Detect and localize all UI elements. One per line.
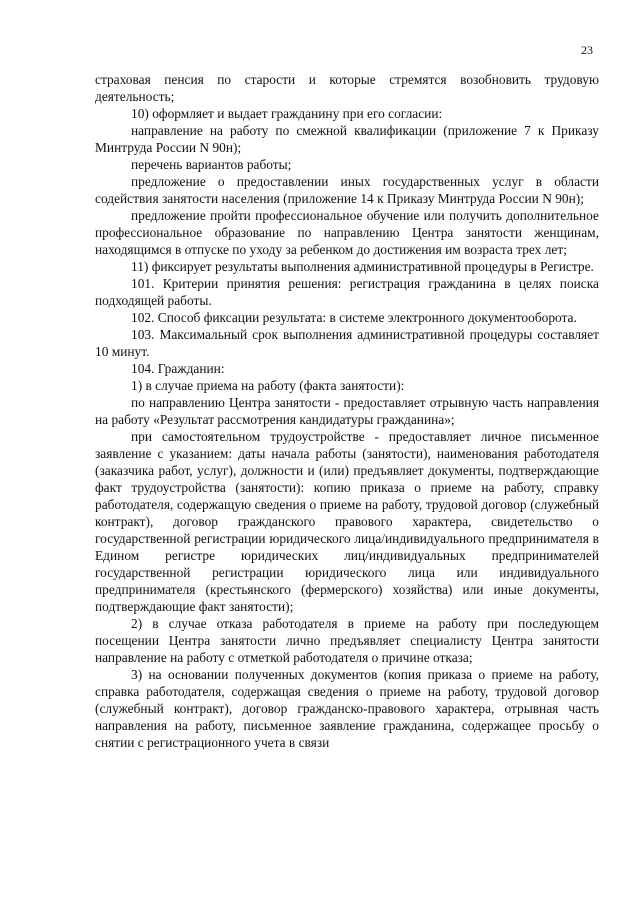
paragraph: 11) фиксирует результаты выполнения административной процедуры в Регистре. — [131, 259, 594, 274]
paragraph: предложение о предоставлении иных государственных услуг в области содействия занятости населения (приложение 14 к Приказу Минтруда России N 90н); — [95, 174, 599, 206]
paragraph: 2) в случае отказа работодателя в приеме на работу при последующем посещении Центра занятости лично предъявляет специалисту Центра занятости направление на работу с отметкой работодателя о причине отказа; — [95, 616, 599, 665]
paragraph: 104. Гражданин: — [131, 361, 225, 376]
paragraph: перечень вариантов работы; — [131, 157, 292, 172]
paragraph: по направлению Центра занятости - предоставляет отрывную часть направления на работу «Результат рассмотрения кандидатуры гражданина»; — [95, 395, 599, 427]
paragraph: 1) в случае приема на работу (факта занятости): — [131, 378, 405, 393]
paragraph: 103. Максимальный срок выполнения административной процедуры составляет 10 минут. — [95, 327, 599, 359]
paragraph: при самостоятельном трудоустройстве - предоставляет личное письменное заявление с указанием: даты начала работы (занятости), наименования работодателя (заказчика работ, услуг), должности и (или) предъявляет документы, подтверждающие факт трудоустройства (занятости): копию приказа о приеме на работу, справку работодателя, содержащую сведения о приеме на работу, трудовой договор (служебный контракт), договор гражданского правового характера, свидетельство о государственной регистрации юридического лица/индивидуального предпринимателя в Едином регистре юридических лиц/индивидуальных предпринимателей государственной регистрации юридического лица или индивидуального предпринимателя (крестьянского (фермерского) хозяйства) или иные документы, подтверждающие факт занятости); — [95, 429, 599, 614]
paragraph: страховая пенсия по старости и которые стремятся возобновить трудовую деятельность; — [95, 72, 599, 104]
page-number: 23 — [581, 43, 593, 57]
paragraph: предложение пройти профессиональное обучение или получить дополнительное профессиональное образование по направлению Центра занятости женщинам, находящимся в отпуске по уходу за ребенком до достижения им возраста трех лет; — [95, 208, 599, 257]
paragraph: 101. Критерии принятия решения: регистрация гражданина в целях поиска подходящей работы. — [95, 276, 599, 308]
paragraph: 102. Способ фиксации результата: в системе электронного документооборота. — [131, 310, 577, 325]
paragraph: 3) на основании полученных документов (копия приказа о приеме на работу, справка работодателя, содержащая сведения о приеме на работу, трудовой договор (служебный контракт), договор гражданско-правового характера, отрывная часть направления на работу, письменное заявление гражданина, содержащее просьбу о снятии с регистрационного учета в связи — [95, 667, 599, 750]
paragraph: 10) оформляет и выдает гражданину при его согласии: — [131, 106, 443, 121]
paragraph: направление на работу по смежной квалификации (приложение 7 к Приказу Минтруда России N 90н); — [95, 123, 599, 155]
document-body — [95, 71, 599, 751]
